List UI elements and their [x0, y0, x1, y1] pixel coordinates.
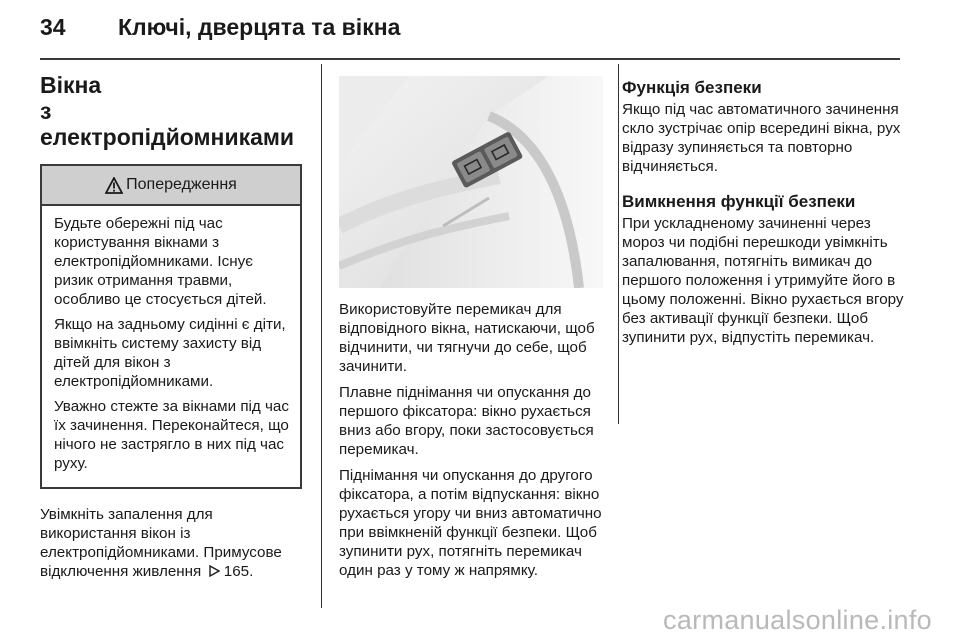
warning-body	[42, 206, 300, 487]
watermark: carmanualsonline.info	[663, 605, 932, 635]
warning-paragraph-1: Будьте обережні під час користування вікнами з електропідйомниками. Існує ризик отримання травми, особливо це стосується дітей.	[54, 215, 267, 308]
warning-title: Попередження	[126, 176, 237, 193]
safety-function-paragraph: Якщо під час автоматичного зачинення скло зустрічає опір всередині вікна, рух відразу зупиняється та повторно відчиняється.	[622, 101, 901, 175]
triangle-arrow-icon	[209, 565, 220, 577]
warning-icon	[105, 177, 123, 194]
disable-safety-heading: Вимкнення функції безпеки	[622, 192, 856, 211]
middle-paragraph-1: Використовуйте перемикач для відповідного вікна, натискаючи, щоб відчинити, чи тягнучи до себе, щоб зачинити.	[339, 301, 595, 375]
page-reference: 165.	[219, 563, 254, 580]
warning-paragraph-3: Уважно стежте за вікнами під час їх зачинення. Переконайтеся, що нічого не застрягло в них під час руху.	[54, 398, 289, 472]
warning-paragraph-2: Якщо на задньому сидінні є діти, ввімкніть систему захисту від дітей для вікон з електропідйомниками.	[54, 316, 286, 390]
disable-safety-paragraph: При ускладненому зачиненні через мороз чи подібні перешкоди увімкніть запалювання, потягніть вимикач до першого положення і утримуйте його в цьому положенні. Вікно рухається вгору без активації функції безпеки. Щоб зупинити рух, відпустіть перемикач.	[622, 215, 904, 346]
warning-box	[40, 164, 302, 489]
middle-column	[339, 64, 603, 587]
warning-header	[42, 166, 300, 206]
window-switch-photo	[339, 76, 603, 288]
door-panel-illustration	[339, 76, 603, 288]
page-title: Ключі, дверцята та вікна	[118, 14, 401, 40]
section-heading	[40, 72, 302, 150]
middle-paragraph-2: Плавне піднімання чи опускання до першого фіксатора: вікно рухається вниз або вгору, поки застосовується перемикач.	[339, 384, 594, 458]
section-heading-line2: з електропідйомниками	[40, 98, 295, 150]
page-header	[40, 14, 900, 54]
left-column	[40, 64, 302, 588]
body-text: Увімкніть запалення для використання вікон із електропідйомниками. Примусове відключення живлення	[40, 506, 282, 580]
section-heading-line1: Вікна	[40, 72, 102, 98]
body-paragraph	[40, 505, 302, 581]
right-column	[622, 64, 914, 354]
safety-function-heading: Функція безпеки	[622, 78, 762, 97]
page-number: 34	[40, 14, 66, 40]
column-divider-left	[321, 64, 322, 608]
column-divider-right	[618, 64, 619, 424]
middle-paragraph-3: Піднімання чи опускання до другого фіксатора, а потім відпускання: вікно рухається угору чи вниз автоматично при ввімкненій функції безпеки. Щоб зупинити рух, потягніть перемикач один раз у тому ж напрямку.	[339, 467, 602, 579]
header-rule	[40, 58, 900, 60]
